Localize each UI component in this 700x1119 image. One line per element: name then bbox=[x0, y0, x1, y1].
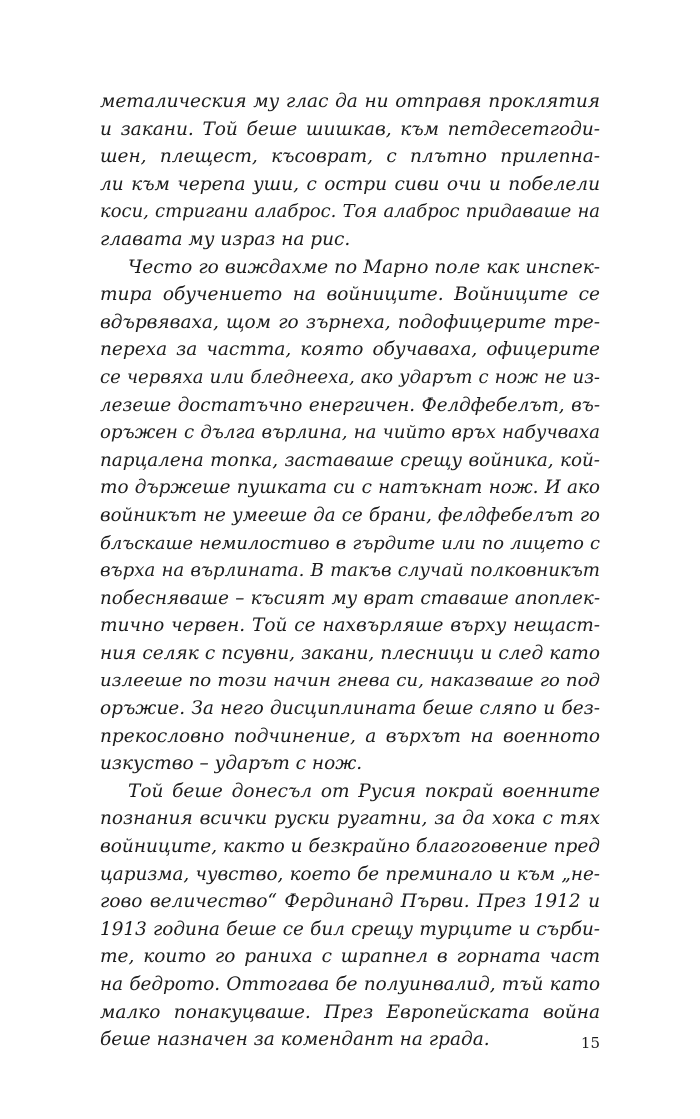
text-line: парцалена топка, заставаше срещу войника, кой- bbox=[100, 449, 600, 471]
text-line: излееше по този начин гнева си, наказваше го под bbox=[100, 670, 600, 692]
text-line: войниците, както и безкрайно благоговение пред bbox=[100, 836, 600, 858]
text-line: металическия му глас да ни отправя проклятия bbox=[100, 91, 600, 112]
text-line: побесняваше – късият му врат ставаше апоплек- bbox=[100, 587, 600, 609]
text-line: прекословно подчинение, а върхът на военното bbox=[100, 725, 600, 747]
text-line: гово величество“ Фердинанд Първи. През 1912 и bbox=[100, 891, 600, 913]
text-line: те, които го раниха с шрапнел в горната част bbox=[100, 946, 600, 968]
text-line: изкуство – ударът с нож. bbox=[100, 753, 363, 775]
body-text bbox=[100, 88, 600, 1054]
text-line: блъскаше немилостиво в гърдите или по лицето с bbox=[100, 532, 600, 554]
page-number: 15 bbox=[580, 1034, 600, 1052]
text-line: Той беше донесъл от Русия покрай военните bbox=[128, 780, 600, 802]
text-line: то държеше пушката си с натъкнат нож. И ако bbox=[100, 477, 600, 499]
text-line: малко понакуцваше. През Европейската война bbox=[100, 1001, 600, 1023]
text-line: царизма, чувство, което бе преминало и към „не- bbox=[100, 863, 600, 885]
text-line: коси, стригани алаброс. Тоя алаброс придаваше на bbox=[100, 201, 600, 223]
text-line: войникът не умееше да се брани, фелдфебелът го bbox=[100, 504, 600, 526]
text-line: оръжен с дълга върлина, на чийто връх набучваха bbox=[100, 422, 600, 444]
text-line: лезеше достатъчно енергичен. Фелдфебелът, въ- bbox=[100, 394, 600, 416]
text-line: ли към черепа уши, с остри сиви очи и побелели bbox=[100, 173, 600, 195]
text-line: шен, плещест, късоврат, с плътно прилепна- bbox=[100, 146, 600, 168]
text-line: оръжие. За него дисциплината беше сляпо и без- bbox=[100, 698, 600, 720]
text-line: главата му израз на рис. bbox=[100, 228, 351, 250]
text-line: на бедрото. Оттогава бе полуинвалид, тъй като bbox=[100, 974, 600, 995]
text-line: ния селяк с псувни, закани, плесници и след като bbox=[100, 642, 600, 664]
text-line: переха за частта, която обучаваха, офицерите bbox=[100, 339, 600, 361]
text-line: Често го виждахме по Марно поле как инспек- bbox=[128, 256, 600, 278]
text-line: върха на върлината. В такъв случай полковникът bbox=[100, 560, 600, 582]
text-line: вдървяваха, щом го зърнеха, подофицерите тре- bbox=[100, 311, 600, 333]
text-line: се червяха или бледнееха, ако ударът с нож не из- bbox=[100, 366, 600, 388]
text-line: тично червен. Той се нахвърляше върху нещаст- bbox=[100, 615, 600, 637]
text-line: беше назначен за комендант на града. bbox=[100, 1029, 490, 1051]
text-line: познания всички руски ругатни, за да хока с тях bbox=[100, 808, 600, 830]
text-line: тира обучението на войниците. Войниците се bbox=[100, 284, 600, 306]
text-line: 1913 година беше се бил срещу турците и сърби- bbox=[100, 918, 600, 940]
text-line: и закани. Той беше шишкав, към петдесетгоди- bbox=[100, 118, 600, 140]
